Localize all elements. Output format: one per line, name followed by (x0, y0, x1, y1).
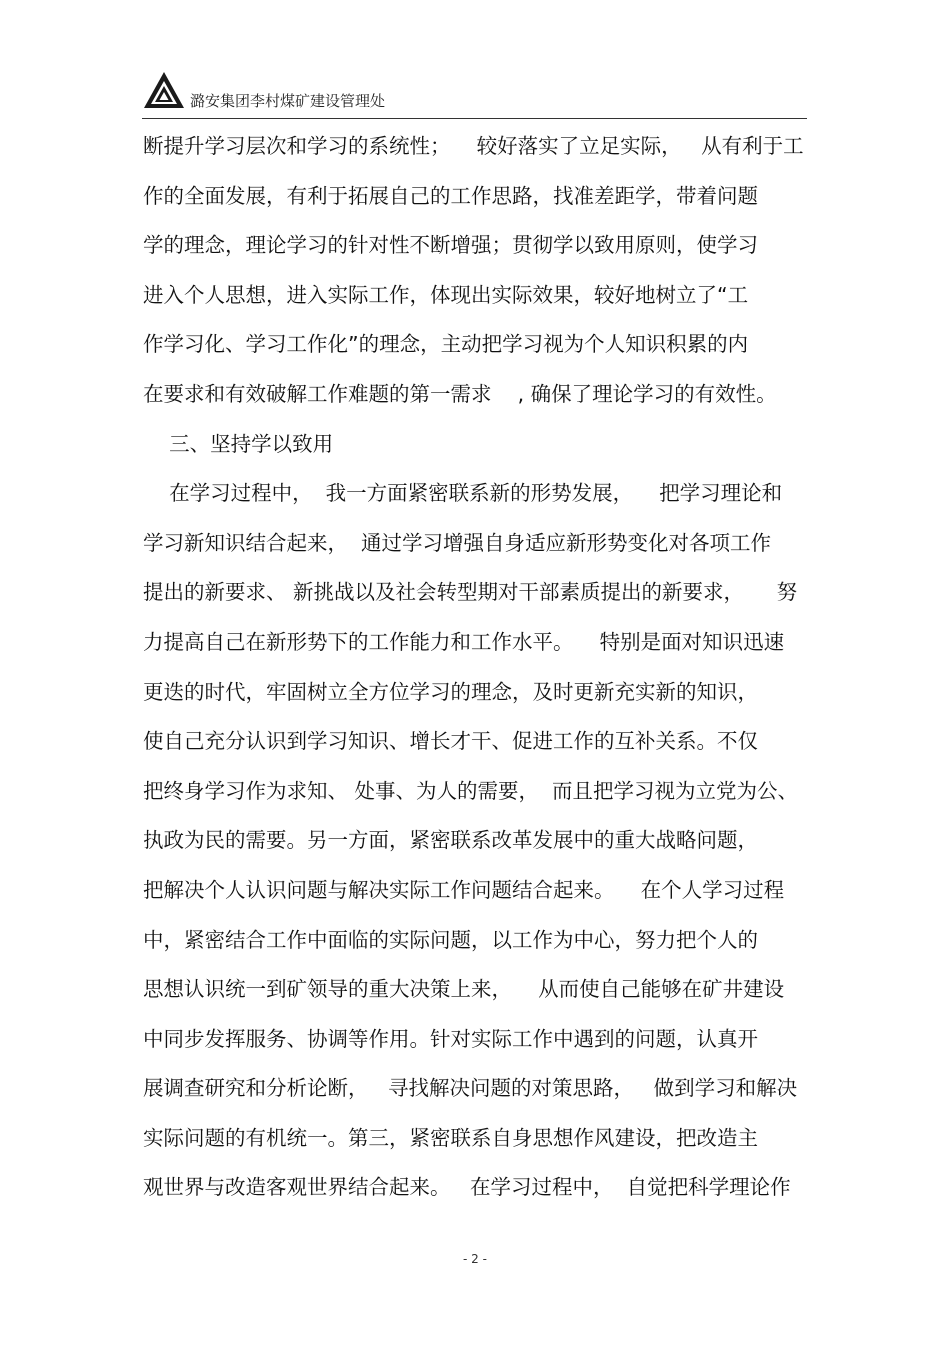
text-line: 展调查研究和分析论断， 寻找解决问题的对策思路， 做到学习和解决 (143, 1076, 798, 1101)
text-line: 把解决个人认识问题与解决实际工作问题结合起来。 在个人学习过程 (143, 877, 785, 902)
text-line: 中，紧密结合工作中面临的实际问题，以工作为中心，努力把个人的 (143, 927, 758, 952)
page-number: - 2 - (463, 1252, 487, 1266)
text-line: 力提高自己在新形势下的工作能力和工作水平。 特别是面对知识迅速 (143, 629, 785, 654)
text-line: 思想认识统一到矿领导的重大决策上来， 从而使自己能够在矿井建设 (143, 977, 785, 1002)
company-logo-icon (142, 70, 186, 110)
text-line: 把终身学习作为求知、 处事、为人的需要， 而且把学习视为立党为公、 (143, 778, 799, 803)
text-line: 执政为民的需要。另一方面，紧密联系改革发展中的重大战略问题， (143, 828, 758, 853)
text-line: 断提升学习层次和学习的系统性； 较好落实了立足实际， 从有利于工 (143, 134, 804, 158)
text-line: 中同步发挥服务、协调等作用。针对实际工作中遇到的问题，认真开 (143, 1026, 758, 1051)
text-line: 在学习过程中， 我一方面紧密联系新的形势发展， 把学习理论和 (143, 481, 783, 506)
page-header (142, 66, 807, 116)
text-line: 观世界与改造客观世界结合起来。 在学习过程中， 自觉把科学理论作 (143, 1175, 791, 1200)
text-line: 提出的新要求、 新挑战以及社会转型期对干部素质提出的新要求， 努 (143, 580, 798, 605)
text-line: 更迭的时代，牢固树立全方位学习的理念，及时更新充实新的知识， (143, 679, 758, 704)
text-line: 实际问题的有机统一。第三，紧密联系自身思想作风建设，把改造主 (143, 1125, 758, 1150)
header-divider (142, 118, 807, 119)
text-line: 学习新知识结合起来， 通过学习增强自身适应新形势变化对各项工作 (143, 530, 772, 555)
text-line: 作的全面发展，有利于拓展自己的工作思路，找准差距学，带着问题 (143, 183, 758, 208)
text-line: 进入个人思想，进入实际工作，体现出实际效果，较好地树立了“工 (143, 282, 749, 307)
document-body (143, 122, 813, 1213)
text-line: 作学习化、学习工作化”的理念，主动把学习视为个人知识积累的内 (143, 332, 749, 357)
text-line: 使自己充分认识到学习知识、增长才干、促进工作的互补关系。不仅 (143, 729, 758, 754)
section-heading: 三、坚持学以致用 (143, 431, 334, 456)
text-line: 在要求和有效破解工作难题的第一需求 , 确保了理论学习的有效性。 (143, 381, 777, 406)
organization-name: 潞安集团李村煤矿建设管理处 (190, 92, 386, 110)
text-line: 学的理念，理论学习的针对性不断增强；贯彻学以致用原则，使学习 (143, 233, 758, 258)
